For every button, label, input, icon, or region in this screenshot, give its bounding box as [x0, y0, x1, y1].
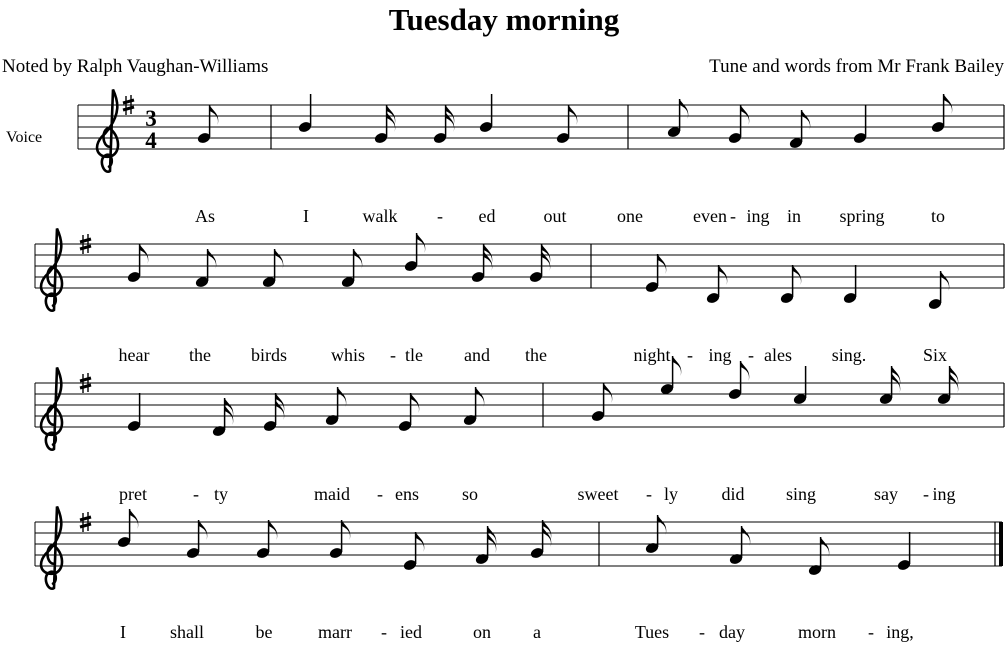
lyric-syllable: - [687, 345, 693, 365]
time-signature-top: 3 [145, 106, 157, 131]
lyric-syllable: sweet [577, 484, 619, 504]
lyric-syllable: - [381, 622, 387, 642]
lyric-syllable: morn [798, 622, 836, 642]
source-credit: Tune and words from Mr Frank Bailey [709, 56, 1004, 77]
lyric-syllable: a [533, 622, 541, 642]
note-flag [673, 356, 682, 376]
lyric-syllable: Tues [634, 622, 670, 642]
lyric-syllable: I [120, 622, 126, 642]
final-barline-thick [999, 522, 1003, 566]
note-flag [476, 387, 485, 407]
lyric-syllable: spring [839, 206, 885, 226]
staff-system-1 [78, 90, 1004, 226]
lyric-syllable: ied [400, 622, 422, 642]
lyric-syllable: sing [785, 484, 817, 504]
lyric-syllable: Six [922, 345, 948, 365]
lyric-syllable: night [633, 345, 671, 365]
lyric-syllable: - [868, 622, 874, 642]
lyric-syllable: ing [746, 206, 770, 226]
lyric-syllable: - [437, 206, 443, 226]
staff-system-3 [35, 356, 1004, 504]
note-flag [604, 383, 613, 403]
note-flag [140, 244, 149, 264]
lyric-syllable: walk [362, 206, 398, 226]
treble-clef-icon [41, 507, 62, 589]
lyric-syllable: whis [330, 345, 366, 365]
lyric-syllable: tle [405, 345, 423, 365]
lyric-syllable: maid [314, 484, 350, 504]
note-flag [411, 393, 420, 413]
lyric-syllable: - [377, 484, 383, 504]
page-title: Tuesday morning [388, 2, 620, 37]
note-flag [130, 509, 139, 529]
staff-system-4 [35, 507, 1003, 642]
lyric-syllable: marr [318, 622, 352, 642]
lyric-syllable: birds [251, 345, 287, 365]
lyric-syllable: - [193, 484, 199, 504]
lyric-syllable: hear [118, 345, 150, 365]
treble-clef-icon [41, 368, 62, 450]
lyric-syllable: be [255, 622, 273, 642]
note-flag [342, 520, 351, 540]
lyric-syllable: ing [708, 345, 732, 365]
lyric-syllable: the [189, 345, 211, 365]
note-flag [821, 537, 830, 557]
lyric-syllable: pret [119, 484, 147, 504]
note-flag [719, 265, 728, 285]
lyric-syllable: ing, [886, 622, 914, 642]
lyric-syllable: the [525, 345, 547, 365]
lyric-syllable: - [748, 345, 754, 365]
note-flag [416, 532, 425, 552]
lyric-syllable: - [730, 206, 736, 226]
note-flag [338, 387, 347, 407]
lyric-syllable: ens [395, 484, 419, 504]
lyric-syllable: even [693, 206, 727, 226]
lyric-syllable: to [930, 206, 946, 226]
lyric-syllable: - [390, 345, 396, 365]
staff-system-2 [35, 229, 1004, 365]
note-flag [417, 233, 426, 253]
lyric-syllable: ty [213, 484, 229, 504]
lyric-syllable: ales [764, 345, 792, 365]
lyric-syllable: day [719, 622, 745, 642]
lyric-syllable: out [543, 206, 567, 226]
note-flag [658, 515, 667, 535]
lyric-syllable: on [473, 622, 491, 642]
note-flag [793, 265, 802, 285]
note-flag [199, 520, 208, 540]
lyric-syllable: one [617, 206, 643, 226]
lyric-syllable: ly [663, 484, 679, 504]
lyric-syllable: did [721, 484, 745, 504]
lyric-syllable: - [646, 484, 652, 504]
note-flag [742, 526, 751, 546]
lyric-syllable: and [464, 345, 490, 365]
lyric-syllable: in [786, 206, 802, 226]
note-flag [569, 105, 578, 125]
note-flag [658, 254, 667, 274]
lyric-syllable: so [461, 484, 479, 504]
noted-by-credit: Noted by Ralph Vaughan-Williams [2, 56, 269, 77]
treble-clef-icon [41, 229, 62, 311]
lyric-syllable: - [923, 484, 929, 504]
lyric-syllable: say [874, 484, 898, 504]
time-signature-bottom: 4 [145, 128, 157, 153]
lyric-syllable: ed [478, 206, 496, 226]
lyric-syllable: As [194, 206, 216, 226]
note-flag [269, 520, 278, 540]
note-flag [210, 105, 219, 125]
lyric-syllable: shall [170, 622, 204, 642]
note-flag [944, 94, 953, 114]
treble-clef-icon [97, 90, 118, 172]
lyric-syllable: I [303, 206, 309, 226]
lyric-syllable: - [699, 622, 705, 642]
lyric-syllable: sing. [831, 345, 867, 365]
lyric-syllable: ing [932, 484, 956, 504]
part-label: Voice [6, 129, 43, 146]
note-flag [741, 105, 750, 125]
